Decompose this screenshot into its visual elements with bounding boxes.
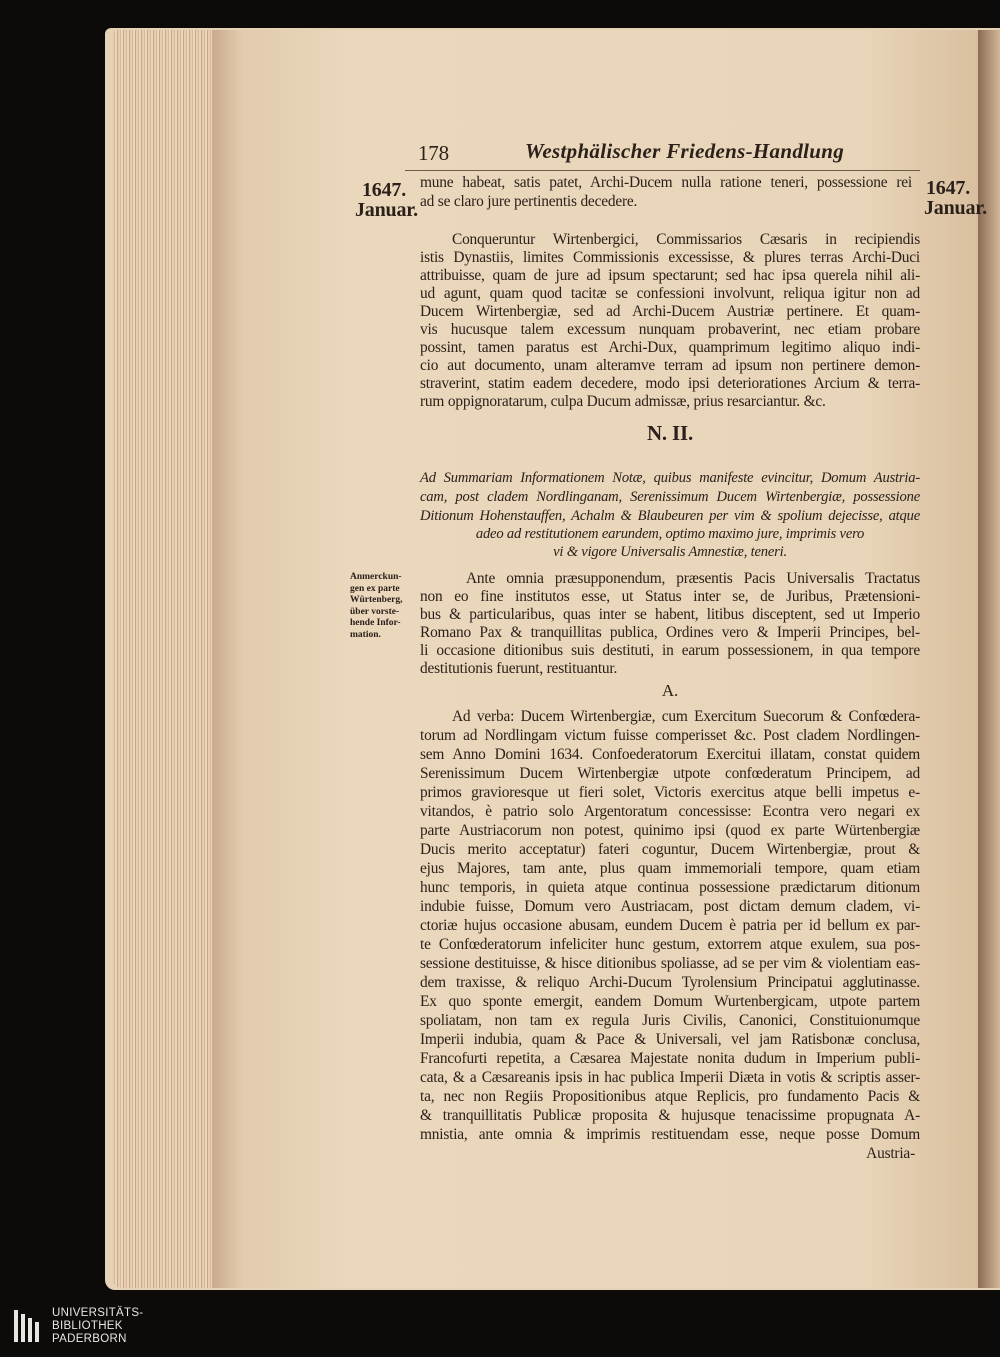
- catchword: Austria-: [866, 1145, 915, 1162]
- library-name-line: BIBLIOTHEK: [52, 1320, 123, 1332]
- caption-line: adeo ad restitutionem earundem, optimo maximo jure, imprimis vero: [475, 526, 865, 542]
- text-line: Ducem Wirtenbergiæ, sed ad Archi-Ducem Austriæ pertinere. Et quam-: [420, 303, 920, 320]
- text-line: Serenissimum Ducem Wirtenbergiæ utpote confœderatum Principem, ad: [420, 765, 920, 782]
- marginal-note-line: hende Infor-: [350, 618, 401, 628]
- text-line: destitutionis fuerunt, restituantur.: [420, 660, 618, 677]
- page-number: 178: [418, 141, 449, 165]
- library-logo-icon: [12, 1306, 40, 1346]
- margin-month-right: Januar.: [924, 197, 987, 219]
- text-line: ta, nec non Regiis Propositionibus atque Replicis, pro fundamento Pacis &: [420, 1088, 920, 1105]
- caption-line: Ditionum Hohenstauffen, Achalm & Blaubeuren per vim & spolium dejecisse, atque: [420, 508, 920, 524]
- marginal-note-line: Würtenberg,: [350, 595, 403, 605]
- text-line: non eo fine institutos esse, ut Status inter se, de Juribus, Prætensioni-: [420, 588, 920, 605]
- text-line: mnistia, ante omnia & imprimis restituendam esse, neque posse Domum: [420, 1126, 920, 1143]
- text-line: possint, tamen paratus est Archi-Dux, quamprimum legitimo aliquo indi-: [420, 339, 920, 356]
- text-line: Ex quo sponte emergit, eandem Domum Wurtenbergicam, utpote partem: [420, 993, 920, 1010]
- margin-year-right: 1647.: [926, 177, 971, 199]
- text-line: & tranquillitatis Publicæ proposita & hujusque tenacissime propugnata A-: [420, 1107, 920, 1124]
- text-line: istis Dynastiis, limites Commissionis excessisse, & plures terras Archi-Duci: [420, 249, 920, 266]
- text-line: Romano Pax & tranquillitas publica, Ordines vero & Imperii Principes, bel-: [420, 624, 920, 641]
- text-line: hunc temporis, in quieta atque continua possessione prædictarum ditionum: [420, 879, 920, 896]
- text-line: ad se claro jure pertinentis decedere.: [420, 193, 638, 210]
- text-line: dem traxisse, & reliquo Archi-Ducum Tyrolensium Principatui agglutinasse.: [420, 974, 920, 991]
- text-line: cio aut documento, unam alteramve terram ad ipsum non pertinere demon-: [420, 357, 920, 374]
- text-line: sem Anno Domini 1634. Confoederatorum Exercitui illatam, constat quidem: [420, 746, 920, 763]
- text-line: ud agunt, quam quod tacitæ se confessioni involvunt, reliqua igitur non ad: [420, 285, 920, 302]
- text-line: spoliatam, non tam ex regula Juris Civilis, Canonici, Constituionumque: [420, 1012, 920, 1029]
- text-line: ctoriæ hujus occasione abusam, eundem Ducem è patria per id bellum ex par-: [420, 917, 920, 934]
- marginal-note: [350, 572, 410, 641]
- text-line: Conqueruntur Wirtenbergici, Commissarios Cæsaris in recipiendis: [452, 231, 920, 248]
- text-line: torum ad Nordlingam victum fuisse comperisset &c. Post cladem Nordlingen-: [420, 727, 920, 744]
- text-line: li occasione ditionibus suis destituti, in earum possessionem, in qua tempore: [420, 642, 920, 659]
- text-line: indubie fuisse, Domum vero Austriacam, post dictam demum cladem, vi-: [420, 898, 920, 915]
- marginal-note-line: gen ex parte: [350, 583, 400, 594]
- caption-line: vi & vigore Universalis Amnestiæ, teneri.: [553, 544, 787, 560]
- running-head: Westphälischer Friedens-Handlung: [525, 139, 845, 163]
- text-line: Ducis merito acceptatur) fateri coguntur, Ducem Wirtenbergiæ, prout &: [420, 841, 920, 858]
- margin-year-left: 1647.: [362, 179, 407, 201]
- subsection-letter: A.: [661, 681, 679, 700]
- text-line: sessione destituisse, & hisce ditionibus spoliasse, ad se per vim & violentiam eas-: [420, 955, 920, 972]
- library-name-line: PADERBORN: [52, 1333, 127, 1345]
- page-stack-edge: [112, 30, 212, 1288]
- text-line: cata, & a Cæsareanis ipsis in hac publica Imperii Diæta in votis & scriptis asser-: [420, 1069, 920, 1086]
- caption-line: Ad Summariam Informationem Notæ, quibus manifeste evincitur, Domum Austria-: [420, 470, 920, 486]
- text-line: parte Austriacorum non potest, quinimo ipsi (quod ex parte Würtenbergiæ: [420, 822, 920, 839]
- text-line: straverint, statim eadem decedere, modo ipsi deteriorationes Arcium & terra-: [420, 375, 920, 392]
- text-line: vitandos, è patrio solo Argentoratum concessisse: Econtra vero negari ex: [420, 803, 920, 820]
- library-name-line: UNIVERSITÄTS-: [52, 1307, 144, 1319]
- text-line: Francofurti repetita, a Cæsarea Majestate nonita dudum in Imperium publi-: [420, 1050, 920, 1067]
- text-line: te Confœderatorum infeliciter hunc gestum, extorrem atque exulem, sua pos-: [420, 936, 920, 953]
- text-line: Ad verba: Ducem Wirtenbergiæ, cum Exercitum Suecorum & Confœdera-: [452, 708, 920, 725]
- header-rule: [405, 170, 920, 171]
- section-title: N. II.: [646, 421, 694, 445]
- text-line: vis hucusque talem excessum nunquam probaverint, nec etiam probare: [420, 321, 920, 338]
- marginal-note-line: über vorste-: [350, 606, 400, 617]
- text-line: attribuisse, quam de jure ad ipsum spectarunt; sed hac ipsa querela nihil ali-: [420, 267, 920, 284]
- text-line: Imperii indubia, quam & Pace & Universali, vel jam Ratisbonæ conclusa,: [420, 1031, 920, 1048]
- marginal-note-line: mation.: [350, 629, 381, 640]
- text-line: primos gravioresque ut fieri solet, Victoris exercitus atque belli impetus e-: [420, 784, 920, 801]
- caption-line: cam, post cladem Nordlinganam, Serenissimum Ducem Wirtenbergiæ, possessione: [420, 489, 920, 505]
- text-line: ejus Majores, tam ante, plus quam immemoriali tempore, quam etiam: [420, 860, 920, 877]
- text-line: bus & particularibus, quas inter se habent, litibus disceptent, sed ut Imperio: [420, 606, 920, 623]
- margin-month-left: Januar.: [355, 199, 418, 221]
- marginal-note-line: Anmerckun-: [350, 572, 402, 582]
- text-line: Ante omnia præsupponendum, præsentis Pacis Universalis Tractatus: [466, 570, 920, 587]
- text-line: mune habeat, satis patet, Archi-Ducem nulla ratione teneri, possessione rei: [420, 174, 912, 191]
- text-line: rum oppignoratarum, culpa Ducum admissæ, prius resarciantur. &c.: [420, 393, 826, 410]
